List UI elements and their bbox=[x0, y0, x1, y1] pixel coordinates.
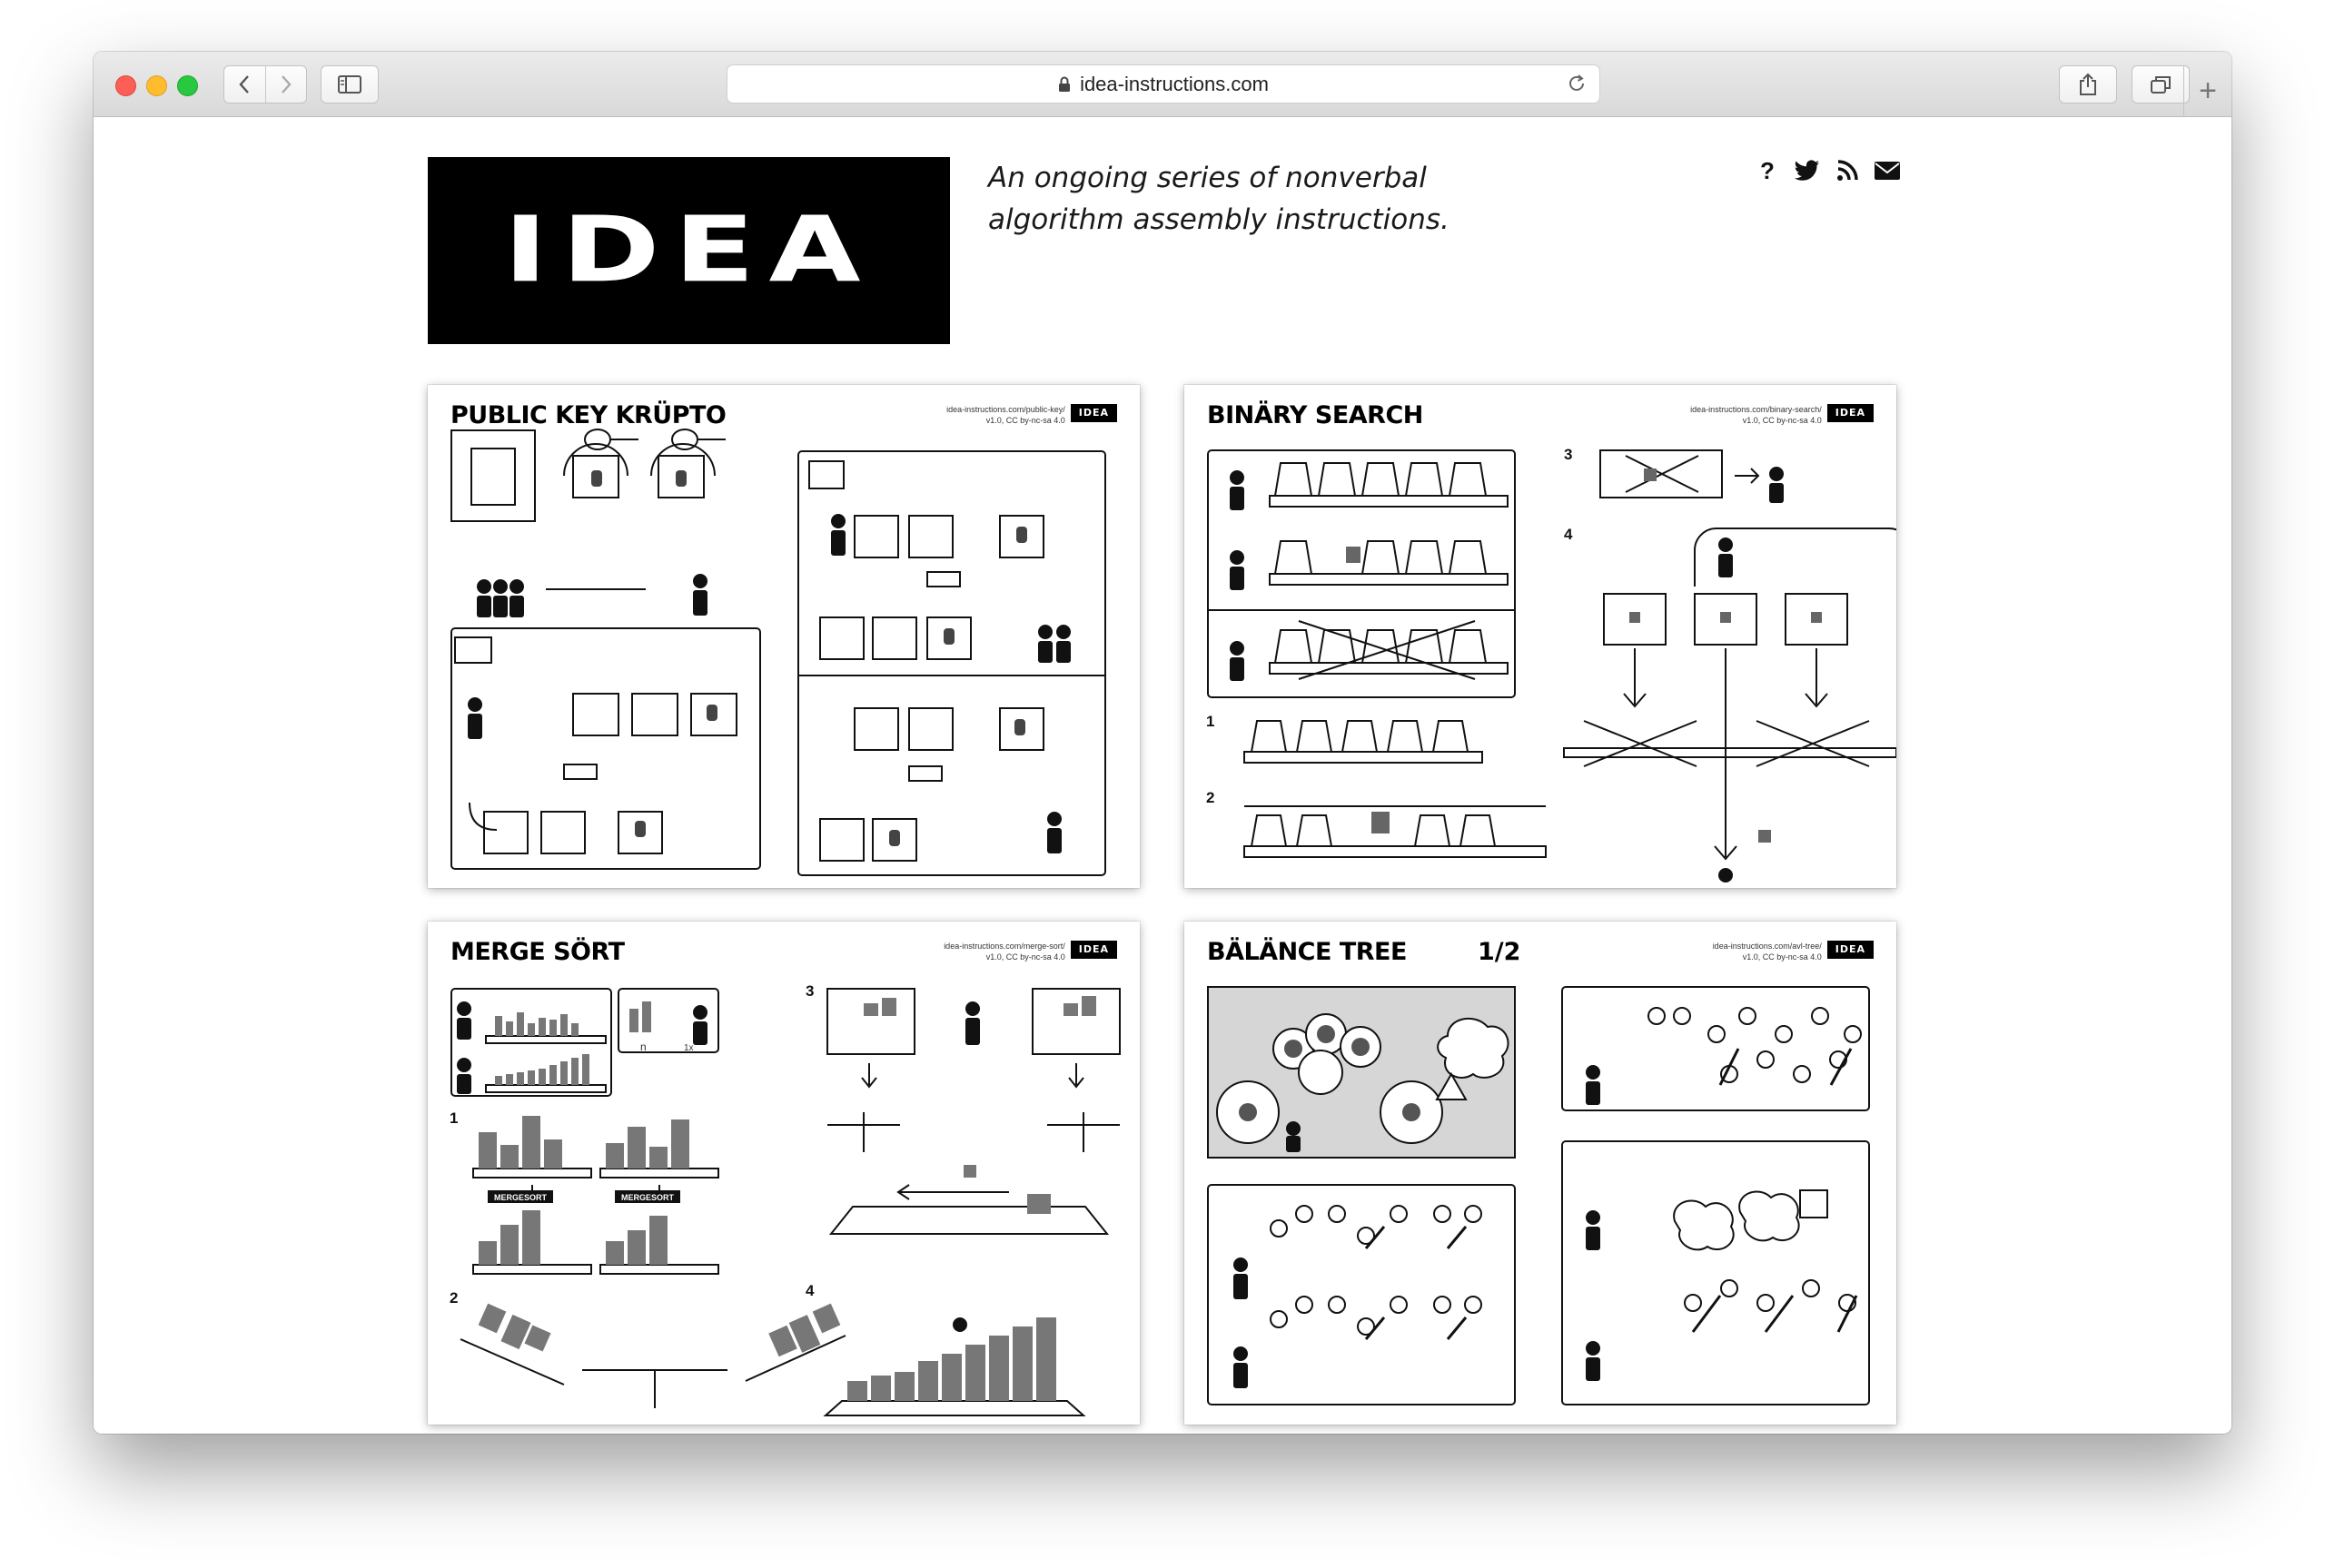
twitter-icon[interactable] bbox=[1794, 157, 1821, 184]
browser-toolbar bbox=[94, 52, 2231, 117]
rss-icon[interactable] bbox=[1834, 157, 1861, 184]
mergesort-label-right: MERGESORT bbox=[620, 1193, 675, 1202]
address-bar[interactable] bbox=[727, 64, 1600, 104]
logo-text: IDEA bbox=[503, 197, 875, 303]
card-url: idea-instructions.com/avl-tree/ bbox=[1712, 942, 1822, 951]
binary-search-illustration bbox=[1184, 385, 1896, 888]
help-label: ? bbox=[1760, 156, 1775, 184]
card-title: BINÄRY SEARCH bbox=[1207, 401, 1423, 429]
card-url: idea-instructions.com/binary-search/ bbox=[1690, 405, 1822, 414]
reload-icon[interactable] bbox=[1567, 74, 1587, 94]
mergesort-label-left: MERGESORT bbox=[493, 1193, 548, 1202]
public-key-illustration bbox=[428, 385, 1140, 888]
site-tagline bbox=[988, 157, 1497, 241]
card-public-key-krypto[interactable] bbox=[428, 385, 1140, 888]
close-window-button[interactable] bbox=[115, 75, 136, 96]
tabs-icon bbox=[2150, 74, 2172, 94]
tagline-line-2: algorithm assembly instructions. bbox=[988, 203, 1449, 236]
browser-window bbox=[94, 52, 2231, 1434]
step-label-1: 1 bbox=[1206, 713, 1215, 730]
tabs-overview-button[interactable] bbox=[2132, 65, 2190, 104]
idea-badge: IDEA bbox=[1827, 941, 1874, 959]
help-icon[interactable] bbox=[1754, 157, 1781, 184]
chevron-left-icon bbox=[238, 74, 251, 94]
url-text: idea-instructions.com bbox=[1080, 72, 1269, 95]
tagline-line-1: An ongoing series of nonverbal bbox=[988, 162, 1427, 194]
step-label-4: 4 bbox=[806, 1282, 815, 1299]
chevron-right-icon bbox=[280, 74, 292, 94]
nx-label: n bbox=[640, 1040, 647, 1053]
one-x-label: 1x bbox=[684, 1043, 694, 1053]
new-tab-button[interactable]: + bbox=[2183, 66, 2231, 116]
idea-badge: IDEA bbox=[1827, 404, 1874, 422]
card-license: v1.0, CC by-nc-sa 4.0 bbox=[985, 952, 1065, 962]
card-title: BÄLÄNCE TREE bbox=[1207, 938, 1407, 966]
step-label-3: 3 bbox=[1564, 446, 1573, 463]
card-title: PUBLIC KEY KRÜPTO bbox=[450, 401, 727, 429]
step-label-4: 4 bbox=[1564, 526, 1573, 543]
card-balance-tree[interactable] bbox=[1184, 922, 1896, 1425]
card-binary-search[interactable] bbox=[1184, 385, 1896, 888]
sidebar-toggle-button[interactable] bbox=[321, 65, 379, 104]
zoom-window-button[interactable] bbox=[177, 75, 198, 96]
step-label-1: 1 bbox=[450, 1109, 459, 1127]
sidebar-icon bbox=[337, 74, 362, 94]
share-icon bbox=[2078, 73, 2098, 96]
balance-tree-illustration bbox=[1184, 922, 1896, 1425]
forward-button[interactable] bbox=[265, 66, 307, 103]
card-merge-sort[interactable] bbox=[428, 922, 1140, 1425]
card-page-indicator: 1/2 bbox=[1478, 938, 1521, 966]
mail-icon[interactable] bbox=[1874, 157, 1901, 184]
page-content bbox=[94, 117, 2231, 1434]
step-label-2: 2 bbox=[1206, 789, 1215, 806]
card-license: v1.0, CC by-nc-sa 4.0 bbox=[985, 416, 1065, 425]
card-title: MERGE SÖRT bbox=[450, 938, 625, 966]
idea-badge: IDEA bbox=[1071, 404, 1117, 422]
social-links bbox=[1754, 157, 1901, 184]
card-license: v1.0, CC by-nc-sa 4.0 bbox=[1742, 416, 1822, 425]
step-label-2: 2 bbox=[450, 1289, 459, 1307]
card-url: idea-instructions.com/merge-sort/ bbox=[944, 942, 1065, 951]
lock-icon bbox=[1058, 76, 1071, 93]
merge-sort-illustration bbox=[428, 922, 1140, 1425]
idea-badge: IDEA bbox=[1071, 941, 1117, 959]
minimize-window-button[interactable] bbox=[146, 75, 167, 96]
share-button[interactable] bbox=[2059, 65, 2117, 104]
back-button[interactable] bbox=[224, 66, 265, 103]
step-label-3: 3 bbox=[806, 982, 815, 1000]
nav-button-group bbox=[223, 65, 307, 104]
card-url: idea-instructions.com/public-key/ bbox=[946, 405, 1065, 414]
card-license: v1.0, CC by-nc-sa 4.0 bbox=[1742, 952, 1822, 962]
site-logo[interactable] bbox=[428, 157, 950, 344]
